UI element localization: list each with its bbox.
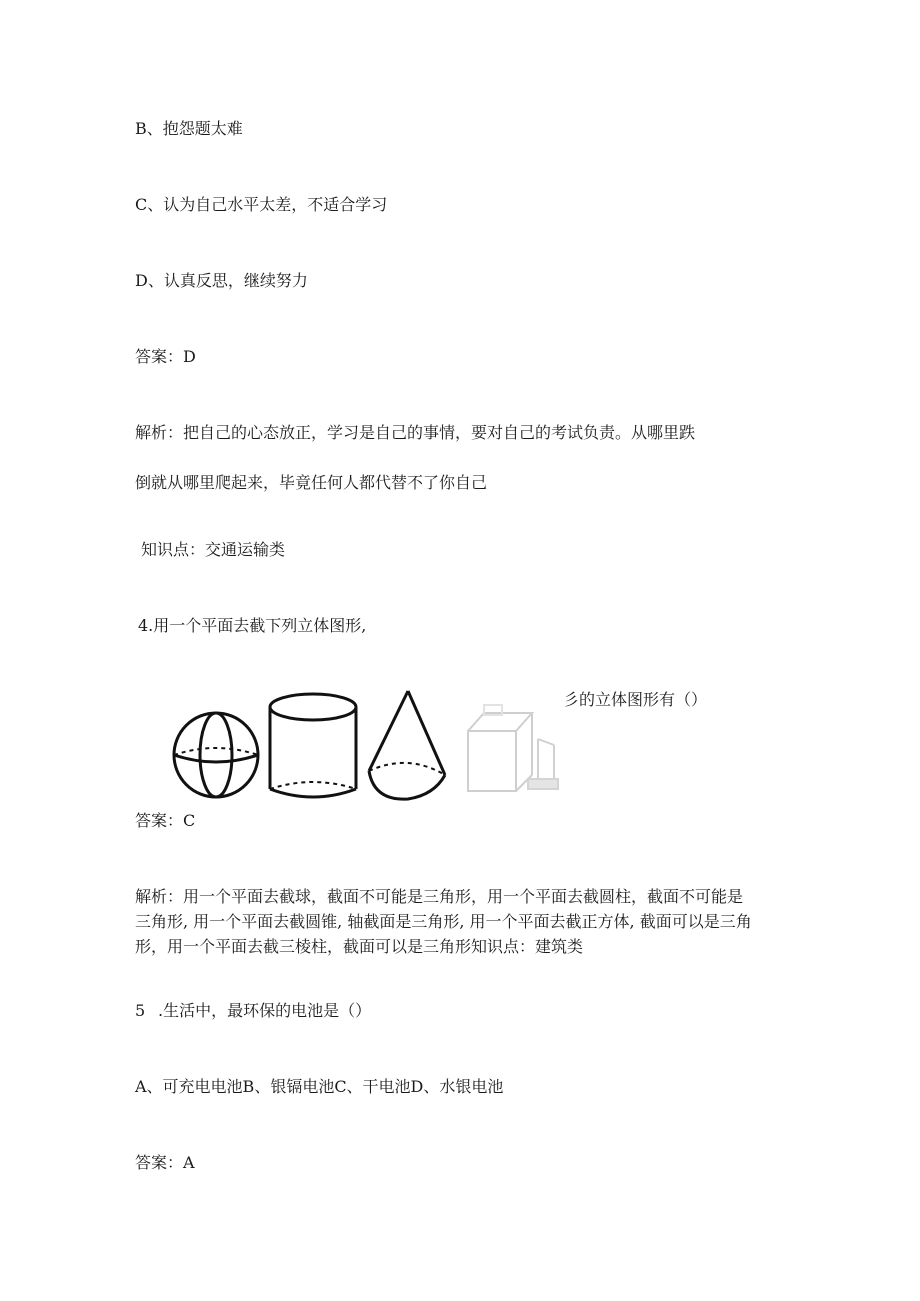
cube-icon xyxy=(468,705,532,791)
option-c: C、认为自己水平太差，不适合学习 xyxy=(135,195,388,214)
answer-4: 答案：C xyxy=(135,811,196,830)
question-4-tail: 彡的立体图形有（） xyxy=(563,690,708,709)
analysis-4-line1: 解析：用一个平面去截球，截面不可能是三角形，用一个平面去截圆柱，截面不可能是 xyxy=(135,887,744,906)
question-4: 4.用一个平面去截下列立体图形, xyxy=(138,616,367,635)
solid-figures xyxy=(172,683,562,805)
analysis-3-line2: 倒就从哪里爬起来，毕竟任何人都代替不了你自己 xyxy=(135,473,488,492)
cone-icon xyxy=(369,691,445,799)
question-5: .生活中，最环保的电池是（） xyxy=(158,1001,372,1020)
sphere-icon xyxy=(174,713,258,797)
cylinder-icon xyxy=(270,694,356,797)
answer-5: 答案：A xyxy=(135,1153,195,1172)
question-5-number: 5 xyxy=(135,1001,146,1020)
analysis-4-line2: 三角形, 用一个平面去截圆锥, 轴截面是三角形, 用一个平面去截正方体, 截面可以是三角 xyxy=(135,912,752,931)
answer-3: 答案：D xyxy=(135,347,196,366)
options-5: A、可充电电池B、银镉电池C、干电池D、水银电池 xyxy=(135,1077,504,1096)
option-b: B、抱怨题太难 xyxy=(135,119,243,138)
analysis-3-line1: 解析：把自己的心态放正，学习是自己的事情，要对自己的考试负责。从哪里跌 xyxy=(135,423,696,442)
option-d: D、认真反思，继续努力 xyxy=(135,271,308,290)
analysis-4-line3: 形，用一个平面去截三棱柱，截面可以是三角形知识点：建筑类 xyxy=(135,937,584,956)
knowledge-point-3: 知识点：交通运输类 xyxy=(141,540,286,559)
